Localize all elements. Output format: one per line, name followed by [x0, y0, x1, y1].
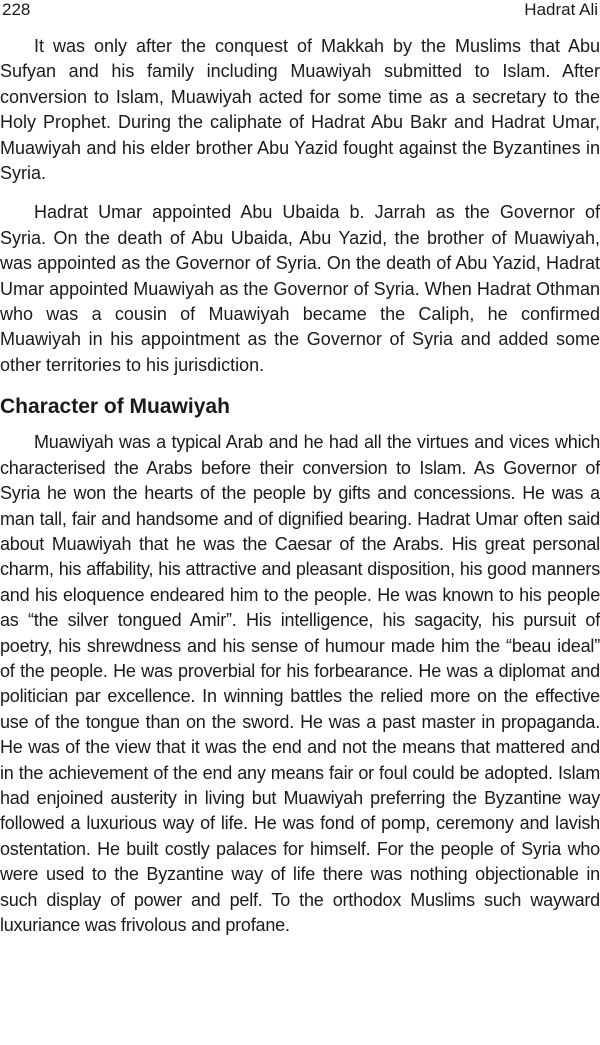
paragraph-conversion: It was only after the conquest of Makkah by the Muslims that Abu Sufyan and his family including Muawiyah submitted to Islam. After conversion to Islam, Muawiyah acted for some time as a secretary to the Holy Prophet. During the caliphate of Hadrat Abu Bakr and Hadrat Umar, Muawiyah and his elder brother Abu Yazid fought against the Byzantines in Syria. — [0, 36, 600, 184]
page-body — [0, 34, 600, 938]
running-header — [0, 0, 600, 28]
paragraph-character: Muawiyah was a typical Arab and he had all the virtues and vices which characterised the Arabs before their conversion to Islam. As Governor of Syria he won the hearts of the people by gifts and concessions. He was a man tall, fair and handsome and of dignified bearing. Hadrat Umar often said about Muawiyah that he was the Caesar of the Arabs. His great personal charm, his affability, his attractive and pleasant disposition, his good manners and his eloquence endeared him to the people. He was known to his people as “the silver tongued Amir”. His intelligence, his sagacity, his pursuit of poetry, his shrewdness and his sense of humour made him the “beau ideal” of the people. He was proverbial for his forbearance. He was a diplomat and politician par excellence. In winning battles the relied more on the effective use of the tongue than on the sword. He was a past master in propaganda. He was of the view that it was the end and not the means that mattered and in the achievement of the end any means fair or foul could be adopted. Islam had enjoined austerity in living but Muawiyah preferring the Byzantine way followed a luxurious way of life. He was fond of pomp, ceremony and lavish ostentation. He built costly palaces for himself. For the people of Syria who were used to the Byzantine way of life there was nothing objectionable in such display of power and pelf. To the orthodox Muslims such wayward luxuriance was frivolous and profane. — [0, 432, 600, 935]
page-number: 228 — [2, 0, 31, 19]
running-title: Hadrat Ali — [524, 0, 598, 19]
section-heading: Character of Muawiyah — [0, 395, 230, 419]
paragraph-governorship: Hadrat Umar appointed Abu Ubaida b. Jarrah as the Governor of Syria. On the death of Abu Ubaida, Abu Yazid, the brother of Muawiyah, was appointed as the Governor of Syria. On the death of Abu Yazid, Hadrat Umar appointed Muawiyah as the Governor of Syria. When Hadrat Othman who was a cousin of Muawiyah became the Caliph, he confirmed Muawiyah in his appointment as the Governor of Syria and added some other territories to his jurisdiction. — [0, 202, 600, 375]
